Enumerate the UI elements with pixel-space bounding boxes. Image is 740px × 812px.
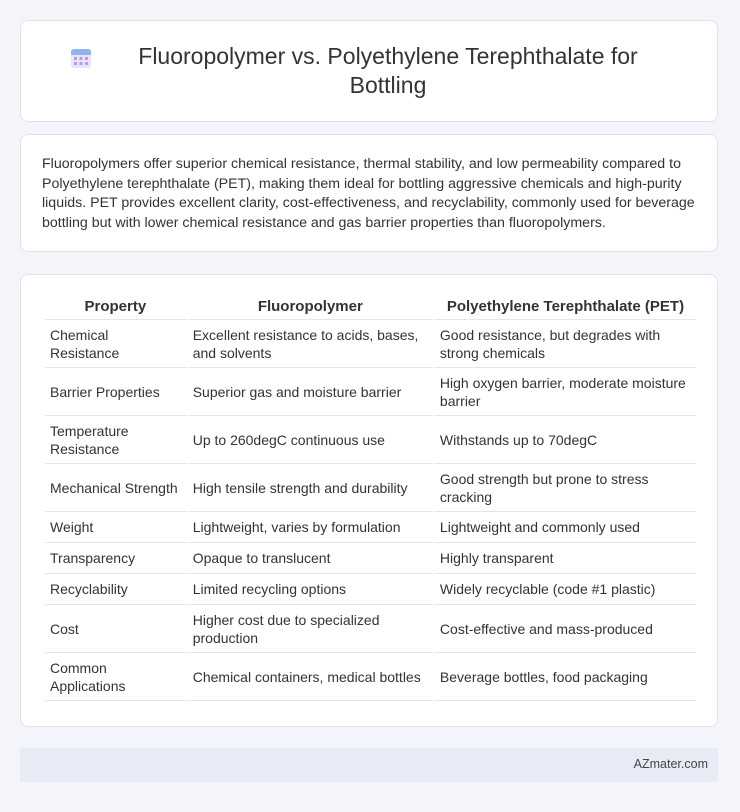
table-cell: Weight: [45, 512, 186, 543]
table-cell: Limited recycling options: [188, 574, 433, 605]
table-cell: Beverage bottles, food packaging: [435, 653, 696, 701]
table-row: [45, 543, 696, 574]
table-cell: Good resistance, but degrades with strong chemicals: [435, 320, 696, 368]
table-row: [45, 574, 696, 605]
table-cell: Temperature Resistance: [45, 416, 186, 464]
table-cell: Excellent resistance to acids, bases, and solvents: [188, 320, 433, 368]
footer-brand[interactable]: AZmater.com: [633, 757, 708, 771]
table-cell: Superior gas and moisture barrier: [188, 368, 433, 416]
table-cell: Transparency: [45, 543, 186, 574]
table-cell: Higher cost due to specialized production: [188, 605, 433, 653]
table-cell: Common Applications: [45, 653, 186, 701]
table-cell: Widely recyclable (code #1 plastic): [435, 574, 696, 605]
column-header-property: Property: [45, 296, 186, 320]
table-row: [45, 653, 696, 701]
column-header-fluoropolymer: Fluoropolymer: [188, 296, 433, 320]
table-cell: Good strength but prone to stress cracking: [435, 464, 696, 512]
table-cell: Cost: [45, 605, 186, 653]
table-row: [45, 320, 696, 368]
title-wrap: [69, 42, 669, 100]
table-row: [45, 416, 696, 464]
table-cell: Up to 260degC continuous use: [188, 416, 433, 464]
table-cell: High oxygen barrier, moderate moisture barrier: [435, 368, 696, 416]
table-cell: High tensile strength and durability: [188, 464, 433, 512]
title-card: [20, 20, 718, 122]
comparison-table-card: [20, 274, 718, 727]
column-header-pet: Polyethylene Terephthalate (PET): [435, 296, 696, 320]
table-cell: Chemical Resistance: [45, 320, 186, 368]
table-cell: Barrier Properties: [45, 368, 186, 416]
summary-card: [20, 134, 718, 252]
table-cell: Opaque to translucent: [188, 543, 433, 574]
table-cell: Recyclability: [45, 574, 186, 605]
footer-bar: [20, 748, 718, 782]
table-cell: Chemical containers, medical bottles: [188, 653, 433, 701]
comparison-table: [43, 296, 698, 701]
table-cell: Lightweight and commonly used: [435, 512, 696, 543]
table-cell: Highly transparent: [435, 543, 696, 574]
table-cell: Mechanical Strength: [45, 464, 186, 512]
calendar-icon: [69, 46, 93, 70]
table-row: [45, 368, 696, 416]
table-row: [45, 512, 696, 543]
table-cell: Lightweight, varies by formulation: [188, 512, 433, 543]
table-row: [45, 464, 696, 512]
page-title: Fluoropolymer vs. Polyethylene Terephthalate for Bottling: [138, 43, 638, 98]
summary-text: Fluoropolymers offer superior chemical resistance, thermal stability, and low permeability compared to Polyethylene terephthalate (PET), making them ideal for bottling aggressive chemicals and high-purity liquids. PET provides excellent clarity, cost-effectiveness, and recyclability, commonly used for beverage bottling but with lower chemical resistance and gas barrier properties than fluoropolymers.: [42, 156, 695, 231]
table-header-row: [45, 296, 696, 320]
table-row: [45, 605, 696, 653]
table-cell: Withstands up to 70degC: [435, 416, 696, 464]
table-cell: Cost-effective and mass-produced: [435, 605, 696, 653]
